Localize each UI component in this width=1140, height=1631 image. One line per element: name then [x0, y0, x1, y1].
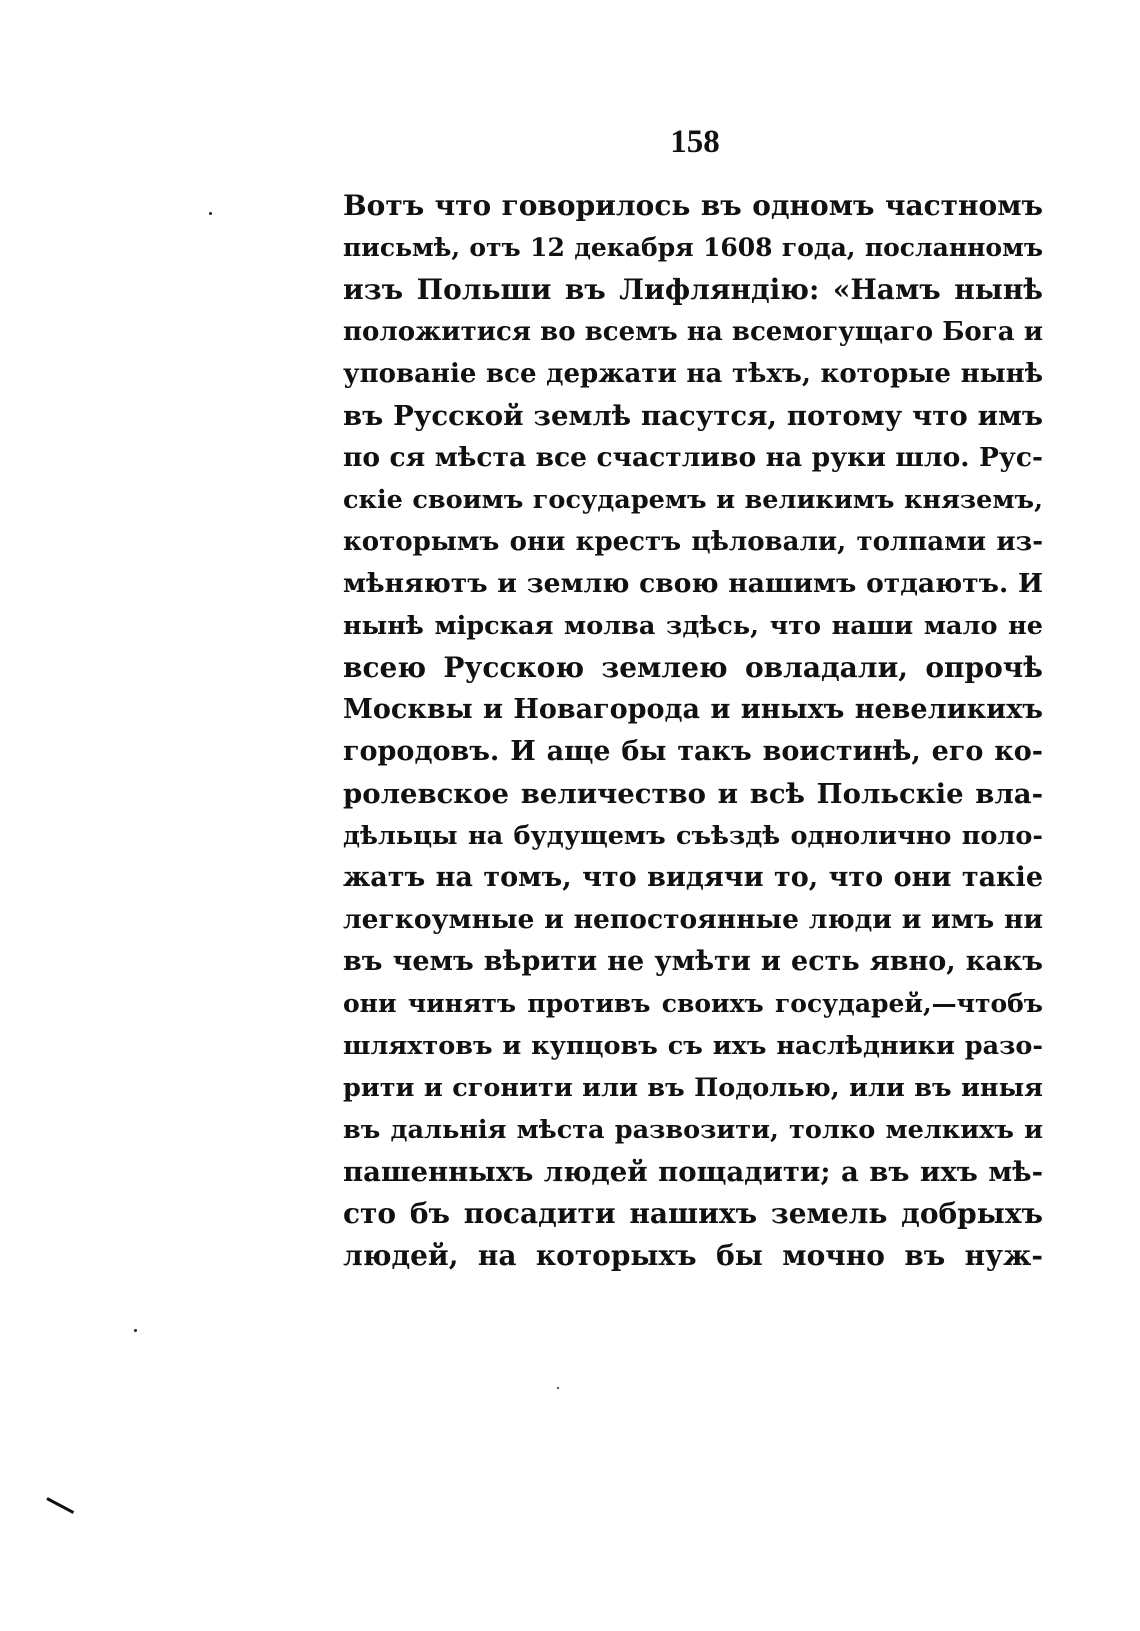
text-line: шляхтовъ и купцовъ съ ихъ наслѣдники разо- [343, 1031, 1043, 1061]
text-line: рити и сгонити или въ Подолью, или въ иныя [343, 1073, 1043, 1103]
body-text [343, 185, 1043, 1277]
text-line: упованіе все держати на тѣхъ, которые нынѣ [343, 359, 1043, 389]
text-line: пашенныхъ людей пощадити; а въ ихъ мѣ- [343, 1156, 1043, 1188]
text-line: дѣльцы на будущемъ съѣздѣ однолично поло- [343, 821, 1043, 851]
text-line: по ся мѣста все счастливо на руки шло. Рус- [343, 442, 1043, 473]
text-line: въ дальнія мѣста развозити, толко мелкихъ и [343, 1115, 1043, 1145]
text-line: письмѣ, отъ 12 декабря 1608 года, посланномъ [343, 233, 1043, 262]
text-line: въ Русской землѣ пасутся, потому что имъ [343, 400, 1043, 432]
scan-speck [557, 1387, 559, 1389]
text-line: мѣняютъ и землю свою нашимъ отдаютъ. И [343, 568, 1043, 599]
text-line: скіе своимъ государемъ и великимъ княземъ, [343, 485, 1043, 515]
text-line: городовъ. И аще бы такъ воистинѣ, его ко- [343, 736, 1043, 767]
text-line: они чинятъ противъ своихъ государей,—чтобъ [343, 989, 1043, 1018]
text-line: въ чемъ вѣрити не умѣти и есть явно, какъ [343, 946, 1043, 977]
text-line: всею Русскою землею овладали, опрочѣ [343, 651, 1043, 684]
text-line: нынѣ мірская молва здѣсь, что наши мало не [343, 611, 1043, 641]
text-line: Вотъ что говорилось въ одномъ частномъ [343, 189, 1043, 222]
text-line: легкоумные и непостоянные люди и имъ ни [343, 904, 1043, 935]
page-number: 158 [670, 124, 720, 160]
text-line: Москвы и Новагорода и иныхъ невеликихъ [343, 694, 1043, 725]
text-line: изъ Польши въ Лифляндію: «Намъ нынѣ [343, 273, 1043, 306]
scan-speck [209, 212, 212, 215]
scan-mark [46, 1497, 74, 1514]
text-line: которымъ они крестъ цѣловали, толпами из- [343, 527, 1043, 557]
text-line: ролевское величество и всѣ Польскіе вла- [343, 778, 1043, 810]
text-line: сто бъ посадити нашихъ земель добрыхъ [343, 1197, 1043, 1230]
text-line: людей, на которыхъ бы мочно въ нуж- [343, 1239, 1043, 1272]
text-line: положитися во всемъ на всемогущаго Бога и [343, 317, 1043, 347]
text-line: жатъ на томъ, что видячи то, что они такіе [343, 862, 1043, 893]
scan-speck [134, 1329, 137, 1332]
